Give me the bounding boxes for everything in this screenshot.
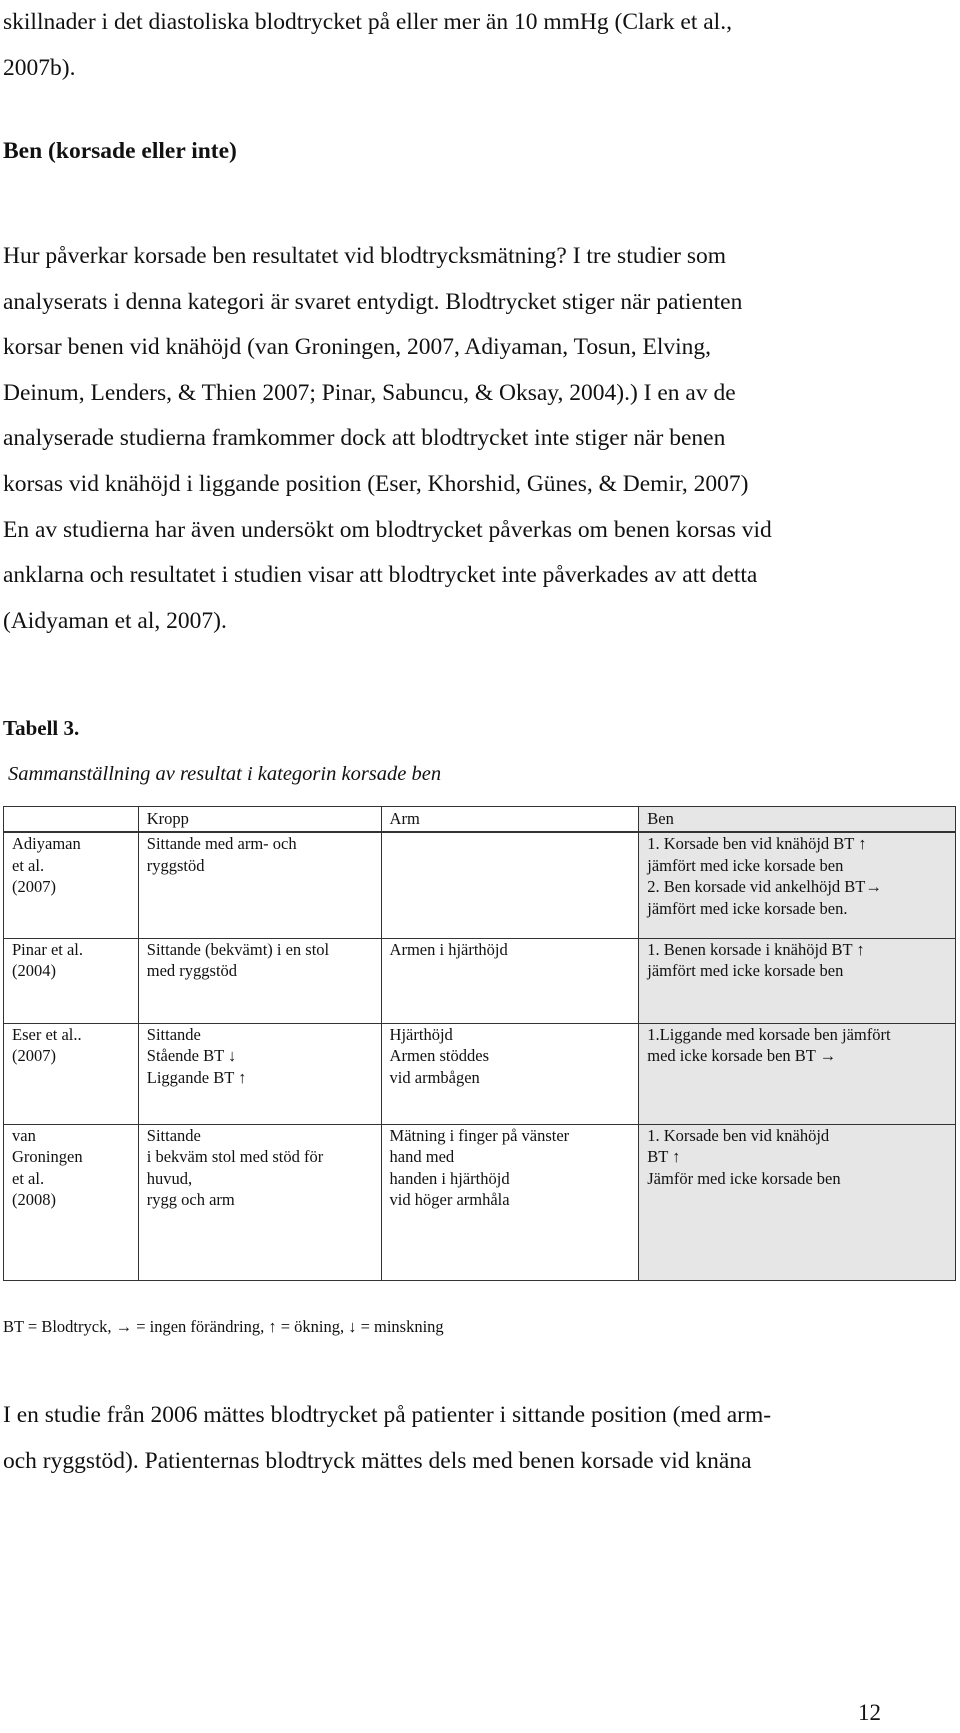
text-line: korsas vid knähöjd i liggande position (Eser, Khorshid, Günes, & Demir, 2007) — [3, 470, 749, 497]
cell-line: et al. — [12, 1168, 45, 1188]
cell-line: 1. Korsade ben vid knähöjd — [647, 1125, 830, 1145]
study-cell — [4, 938, 139, 1023]
table-row — [4, 938, 956, 1023]
cell-line: Sittande — [146, 1125, 201, 1145]
intro-paragraph — [3, 0, 940, 91]
header-cell: Arm — [381, 807, 639, 833]
ben-cell — [639, 1124, 956, 1280]
cell-line: (2008) — [12, 1190, 56, 1209]
cell-line: vid armbågen — [389, 1067, 480, 1087]
cell-line: Pinar et al. — [12, 939, 84, 959]
cell-line: et al. — [12, 855, 45, 875]
cell-line: (2007) — [12, 1046, 56, 1065]
ben-cell — [639, 832, 956, 938]
body-paragraph — [3, 234, 940, 644]
kropp-cell — [138, 1023, 381, 1124]
text-line: skillnader i det diastoliska blodtrycket på eller mer än 10 mmHg (Clark et al., — [3, 9, 732, 35]
header-cell: Kropp — [138, 807, 381, 833]
arm-cell — [381, 1023, 639, 1124]
ben-cell — [639, 938, 956, 1023]
text-line: analyserade studierna framkommer dock att blodtrycket inte stiger när benen — [3, 425, 726, 452]
cell-line: i bekväm stol med stöd för — [146, 1147, 324, 1166]
cell-line: huvud, — [146, 1168, 193, 1188]
text-line: I en studie från 2006 mättes blodtrycket på patienter i sittande position (med arm- — [3, 1402, 772, 1428]
cell-line: Hjärthöjd — [389, 1024, 453, 1044]
text-line: korsar benen vid knähöjd (van Groningen, 2007, Adiyaman, Tosun, Elving, — [3, 334, 712, 361]
text-line: och ryggstöd). Patienternas blodtryck mättes dels med benen korsade vid knäna — [3, 1447, 752, 1474]
cell-line: 1. Benen korsade i knähöjd BT ↑ — [647, 939, 865, 959]
arm-cell — [381, 832, 639, 938]
cell-line: Adiyaman — [12, 834, 81, 853]
page-number: 12 — [858, 1700, 881, 1725]
cell-line: 1. Korsade ben vid knähöjd BT ↑ — [647, 834, 867, 853]
text-line: En av studierna har även undersökt om blodtrycket påverkas om benen korsas vid — [3, 516, 772, 543]
cell-line: med ryggstöd — [146, 961, 238, 980]
cell-line: Sittande med arm- och — [146, 834, 297, 853]
cell-line: van — [12, 1125, 36, 1145]
arm-cell — [381, 938, 639, 1023]
cell-line: Sittande — [146, 1024, 201, 1044]
text-line: Deinum, Lenders, & Thien 2007; Pinar, Sabuncu, & Oksay, 2004).) I en av de — [3, 379, 736, 406]
text-line: (Aidyaman et al, 2007). — [3, 607, 227, 634]
cell-line: (2004) — [12, 961, 56, 980]
header-cell — [4, 807, 139, 833]
cell-line: BT ↑ — [647, 1147, 681, 1166]
cell-line: handen i hjärthöjd — [389, 1168, 510, 1188]
cell-line: Groningen — [12, 1147, 83, 1166]
text-line: Hur påverkar korsade ben resultatet vid blodtrycksmätning? I tre studier som — [3, 243, 727, 269]
cell-line: (2007) — [12, 877, 56, 896]
cell-line: Liggande BT ↑ — [146, 1067, 247, 1087]
cell-line: med icke korsade ben BT → — [647, 1046, 837, 1065]
cell-line: jämfört med icke korsade ben — [647, 855, 844, 875]
cell-line: jämfört med icke korsade ben — [647, 961, 844, 980]
results-table — [3, 806, 956, 1281]
cell-line: Armen i hjärthöjd — [389, 939, 508, 959]
text-line: analyserats i denna kategori är svaret entydigt. Blodtrycket stiger när patienten — [3, 288, 743, 315]
cell-line: Armen stöddes — [389, 1046, 489, 1065]
section-heading: Ben (korsade eller inte) — [3, 138, 237, 164]
table-row — [4, 1023, 956, 1124]
cell-line: Eser et al.. — [12, 1024, 82, 1044]
table-label: Tabell 3. — [3, 716, 80, 740]
table-row — [4, 832, 956, 938]
cell-line: Sittande (bekvämt) i en stol — [146, 939, 330, 959]
cell-line: hand med — [389, 1147, 455, 1166]
cell-line: vid höger armhåla — [389, 1190, 510, 1209]
arm-cell — [381, 1124, 639, 1280]
cell-line: jämfört med icke korsade ben. — [647, 898, 848, 918]
kropp-cell — [138, 832, 381, 938]
study-cell — [4, 832, 139, 938]
study-cell — [4, 1124, 139, 1280]
kropp-cell — [138, 1124, 381, 1280]
cell-line: ryggstöd — [146, 855, 205, 875]
ben-cell — [639, 1023, 956, 1124]
cell-line: Mätning i finger på vänster — [389, 1125, 570, 1145]
cell-line: 1.Liggande med korsade ben jämfört — [647, 1024, 891, 1044]
text-line: anklarna och resultatet i studien visar att blodtrycket inte påverkades av att detta — [3, 562, 758, 589]
study-cell — [4, 1023, 139, 1124]
table-row — [4, 1124, 956, 1280]
cell-line: rygg och arm — [146, 1190, 235, 1209]
cell-line: 2. Ben korsade vid ankelhöjd BT→ — [647, 877, 882, 896]
kropp-cell — [138, 938, 381, 1023]
table-header-row — [4, 807, 956, 833]
closing-paragraph — [3, 1393, 940, 1484]
text-line: 2007b). — [3, 54, 76, 81]
table-legend: BT = Blodtryck, → = ingen förändring, ↑ = ökning, ↓ = minskning — [3, 1317, 444, 1336]
cell-line: Stående BT ↓ — [146, 1046, 237, 1065]
header-cell: Ben — [639, 807, 956, 833]
table-caption: Sammanställning av resultat i kategorin korsade ben — [8, 763, 442, 785]
cell-line: Jämför med icke korsade ben — [647, 1168, 841, 1188]
